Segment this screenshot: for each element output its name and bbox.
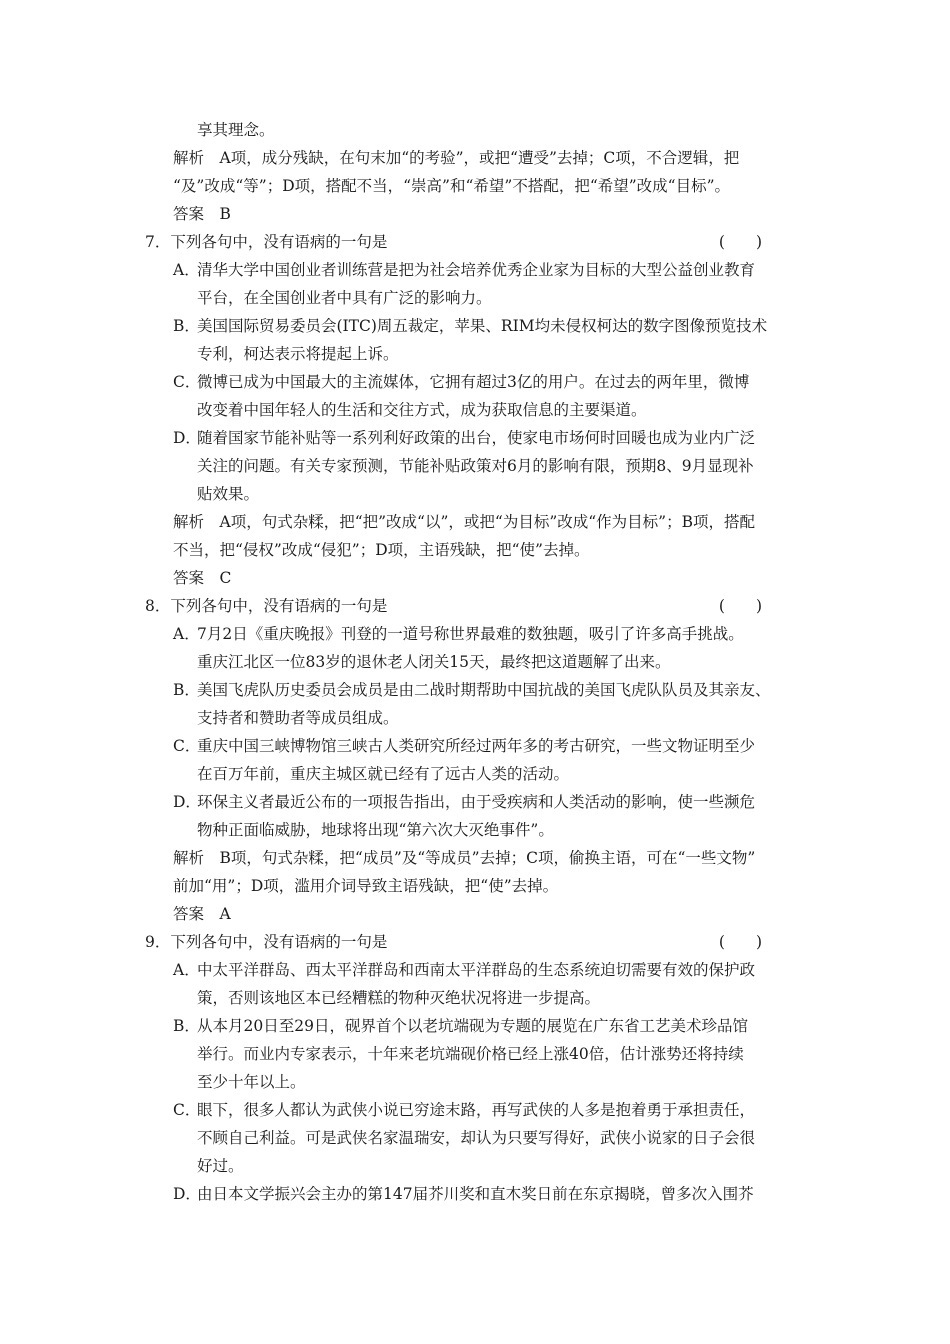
q8-option-c (145, 732, 810, 760)
q7-option-a (145, 256, 810, 284)
q8-stem: 8．下列各句中，没有语病的一句是 (145, 597, 388, 615)
option-text: 微博已成为中国最大的主流媒体，它拥有超过3亿的用户。在过去的两年里，微博 (197, 373, 750, 391)
q8-answer: 答案 A (173, 905, 231, 923)
q6-analysis-line: “及”改成“等”；D项，搭配不当，“崇高”和“希望”不搭配，把“希望”改成“目标”。 (173, 177, 731, 195)
option-text: 眼下，很多人都认为武侠小说已穷途末路，再写武侠的人多是抱着勇于承担责任， (197, 1101, 756, 1119)
option-letter: C． (173, 737, 201, 755)
option-text: 随着国家节能补贴等一系列利好政策的出台，使家电市场何时回暖也成为业内广泛 (197, 429, 756, 447)
q8-stem-row (145, 592, 810, 620)
q8-option-c-cont: 在百万年前，重庆主城区就已经有了远古人类的活动。 (197, 765, 570, 783)
q9-option-b-cont: 至少十年以上。 (197, 1073, 306, 1091)
q7-stem-row (145, 228, 810, 256)
q7-option-d-cont: 贴效果。 (197, 485, 260, 503)
q6-analysis-line: 解析 A项，成分残缺，在句末加“的考验”，或把“遭受”去掉；C项，不合逻辑，把 (173, 149, 740, 167)
q9-stem-row (145, 928, 810, 956)
q7-analysis-line: 不当，把“侵权”改成“侵犯”；D项，主语残缺，把“使”去掉。 (173, 541, 590, 559)
option-text: 美国飞虎队历史委员会成员是由二战时期帮助中国抗战的美国飞虎队队员及其亲友、 (197, 681, 771, 699)
option-text: 美国国际贸易委员会(ITC)周五裁定，苹果、RIM均未侵权柯达的数字图像预览技术 (197, 317, 768, 335)
q8-analysis-line: 解析 B项，句式杂糅，把“成员”及“等成员”去掉；C项，偷换主语，可在“一些文物” (173, 849, 756, 867)
q7-option-b (145, 312, 810, 340)
q8-option-a (145, 620, 810, 648)
q7-option-c (145, 368, 810, 396)
q7-answer: 答案 C (173, 569, 232, 587)
q9-option-b (145, 1012, 810, 1040)
option-letter: C． (173, 373, 201, 391)
q7-stem: 7．下列各句中，没有语病的一句是 (145, 233, 388, 251)
q7-option-c-cont: 改变着中国年轻人的生活和交往方式，成为获取信息的主要渠道。 (197, 401, 647, 419)
option-letter: D． (173, 429, 201, 447)
option-letter: A． (173, 961, 200, 979)
q8-option-b (145, 676, 810, 704)
q8-analysis-line: 前加“用”；D项，滥用介词导致主语残缺，把“使”去掉。 (173, 877, 559, 895)
q9-option-c-cont: 好过。 (197, 1157, 244, 1175)
option-text: 重庆中国三峡博物馆三峡古人类研究所经过两年多的考古研究，一些文物证明至少 (197, 737, 756, 755)
q9-option-a (145, 956, 810, 984)
option-text: 从本月20日至29日，砚界首个以老坑端砚为专题的展览在广东省工艺美术珍品馆 (197, 1017, 748, 1035)
q7-answer-bracket: ( ) (718, 233, 762, 251)
option-letter: B． (173, 681, 200, 699)
option-text: 由日本文学振兴会主办的第147届芥川奖和直木奖日前在东京揭晓，曾多次入围芥 (197, 1185, 754, 1203)
q6-option-d-continuation: 享其理念。 (197, 121, 275, 139)
q7-option-a-cont: 平台，在全国创业者中具有广泛的影响力。 (197, 289, 492, 307)
option-letter: C． (173, 1101, 201, 1119)
option-letter: D． (173, 1185, 201, 1203)
page-content (145, 116, 810, 1208)
q8-option-b-cont: 支持者和赞助者等成员组成。 (197, 709, 399, 727)
option-text: 清华大学中国创业者训练营是把为社会培养优秀企业家为目标的大型公益创业教育 (197, 261, 756, 279)
option-letter: D． (173, 793, 201, 811)
q7-option-d (145, 424, 810, 452)
q8-option-a-cont: 重庆江北区一位83岁的退休老人闭关15天，最终把这道题解了出来。 (197, 653, 671, 671)
option-text: 中太平洋群岛、西太平洋群岛和西南太平洋群岛的生态系统迫切需要有效的保护政 (197, 961, 756, 979)
q9-option-c-cont: 不顾自己利益。可是武侠名家温瑞安，却认为只要写得好，武侠小说家的日子会很 (197, 1129, 756, 1147)
q9-answer-bracket: ( ) (718, 933, 762, 951)
q8-option-d (145, 788, 810, 816)
option-text: 7月2日《重庆晚报》刊登的一道号称世界最难的数独题，吸引了许多高手挑战。 (197, 625, 744, 643)
q9-stem: 9．下列各句中，没有语病的一句是 (145, 933, 388, 951)
option-letter: B． (173, 1017, 200, 1035)
q9-option-d (145, 1180, 810, 1208)
q8-answer-bracket: ( ) (718, 597, 762, 615)
q7-option-d-cont: 关注的问题。有关专家预测，节能补贴政策对6月的影响有限，预期8、9月显现补 (197, 457, 754, 475)
q7-option-b-cont: 专利，柯达表示将提起上诉。 (197, 345, 399, 363)
option-letter: A． (173, 261, 200, 279)
option-text: 环保主义者最近公布的一项报告指出，由于受疾病和人类活动的影响，使一些濒危 (197, 793, 756, 811)
q9-option-a-cont: 策，否则该地区本已经糟糕的物种灭绝状况将进一步提高。 (197, 989, 601, 1007)
q6-answer: 答案 B (173, 205, 231, 223)
q8-option-d-cont: 物种正面临威胁，地球将出现“第六次大灭绝事件”。 (197, 821, 554, 839)
q9-option-c (145, 1096, 810, 1124)
option-letter: B． (173, 317, 200, 335)
q7-analysis-line: 解析 A项，句式杂糅，把“把”改成“以”，或把“为目标”改成“作为目标”；B项，搭配 (173, 513, 755, 531)
q9-option-b-cont: 举行。而业内专家表示，十年来老坑端砚价格已经上涨40倍，估计涨势还将持续 (197, 1045, 744, 1063)
option-letter: A． (173, 625, 200, 643)
